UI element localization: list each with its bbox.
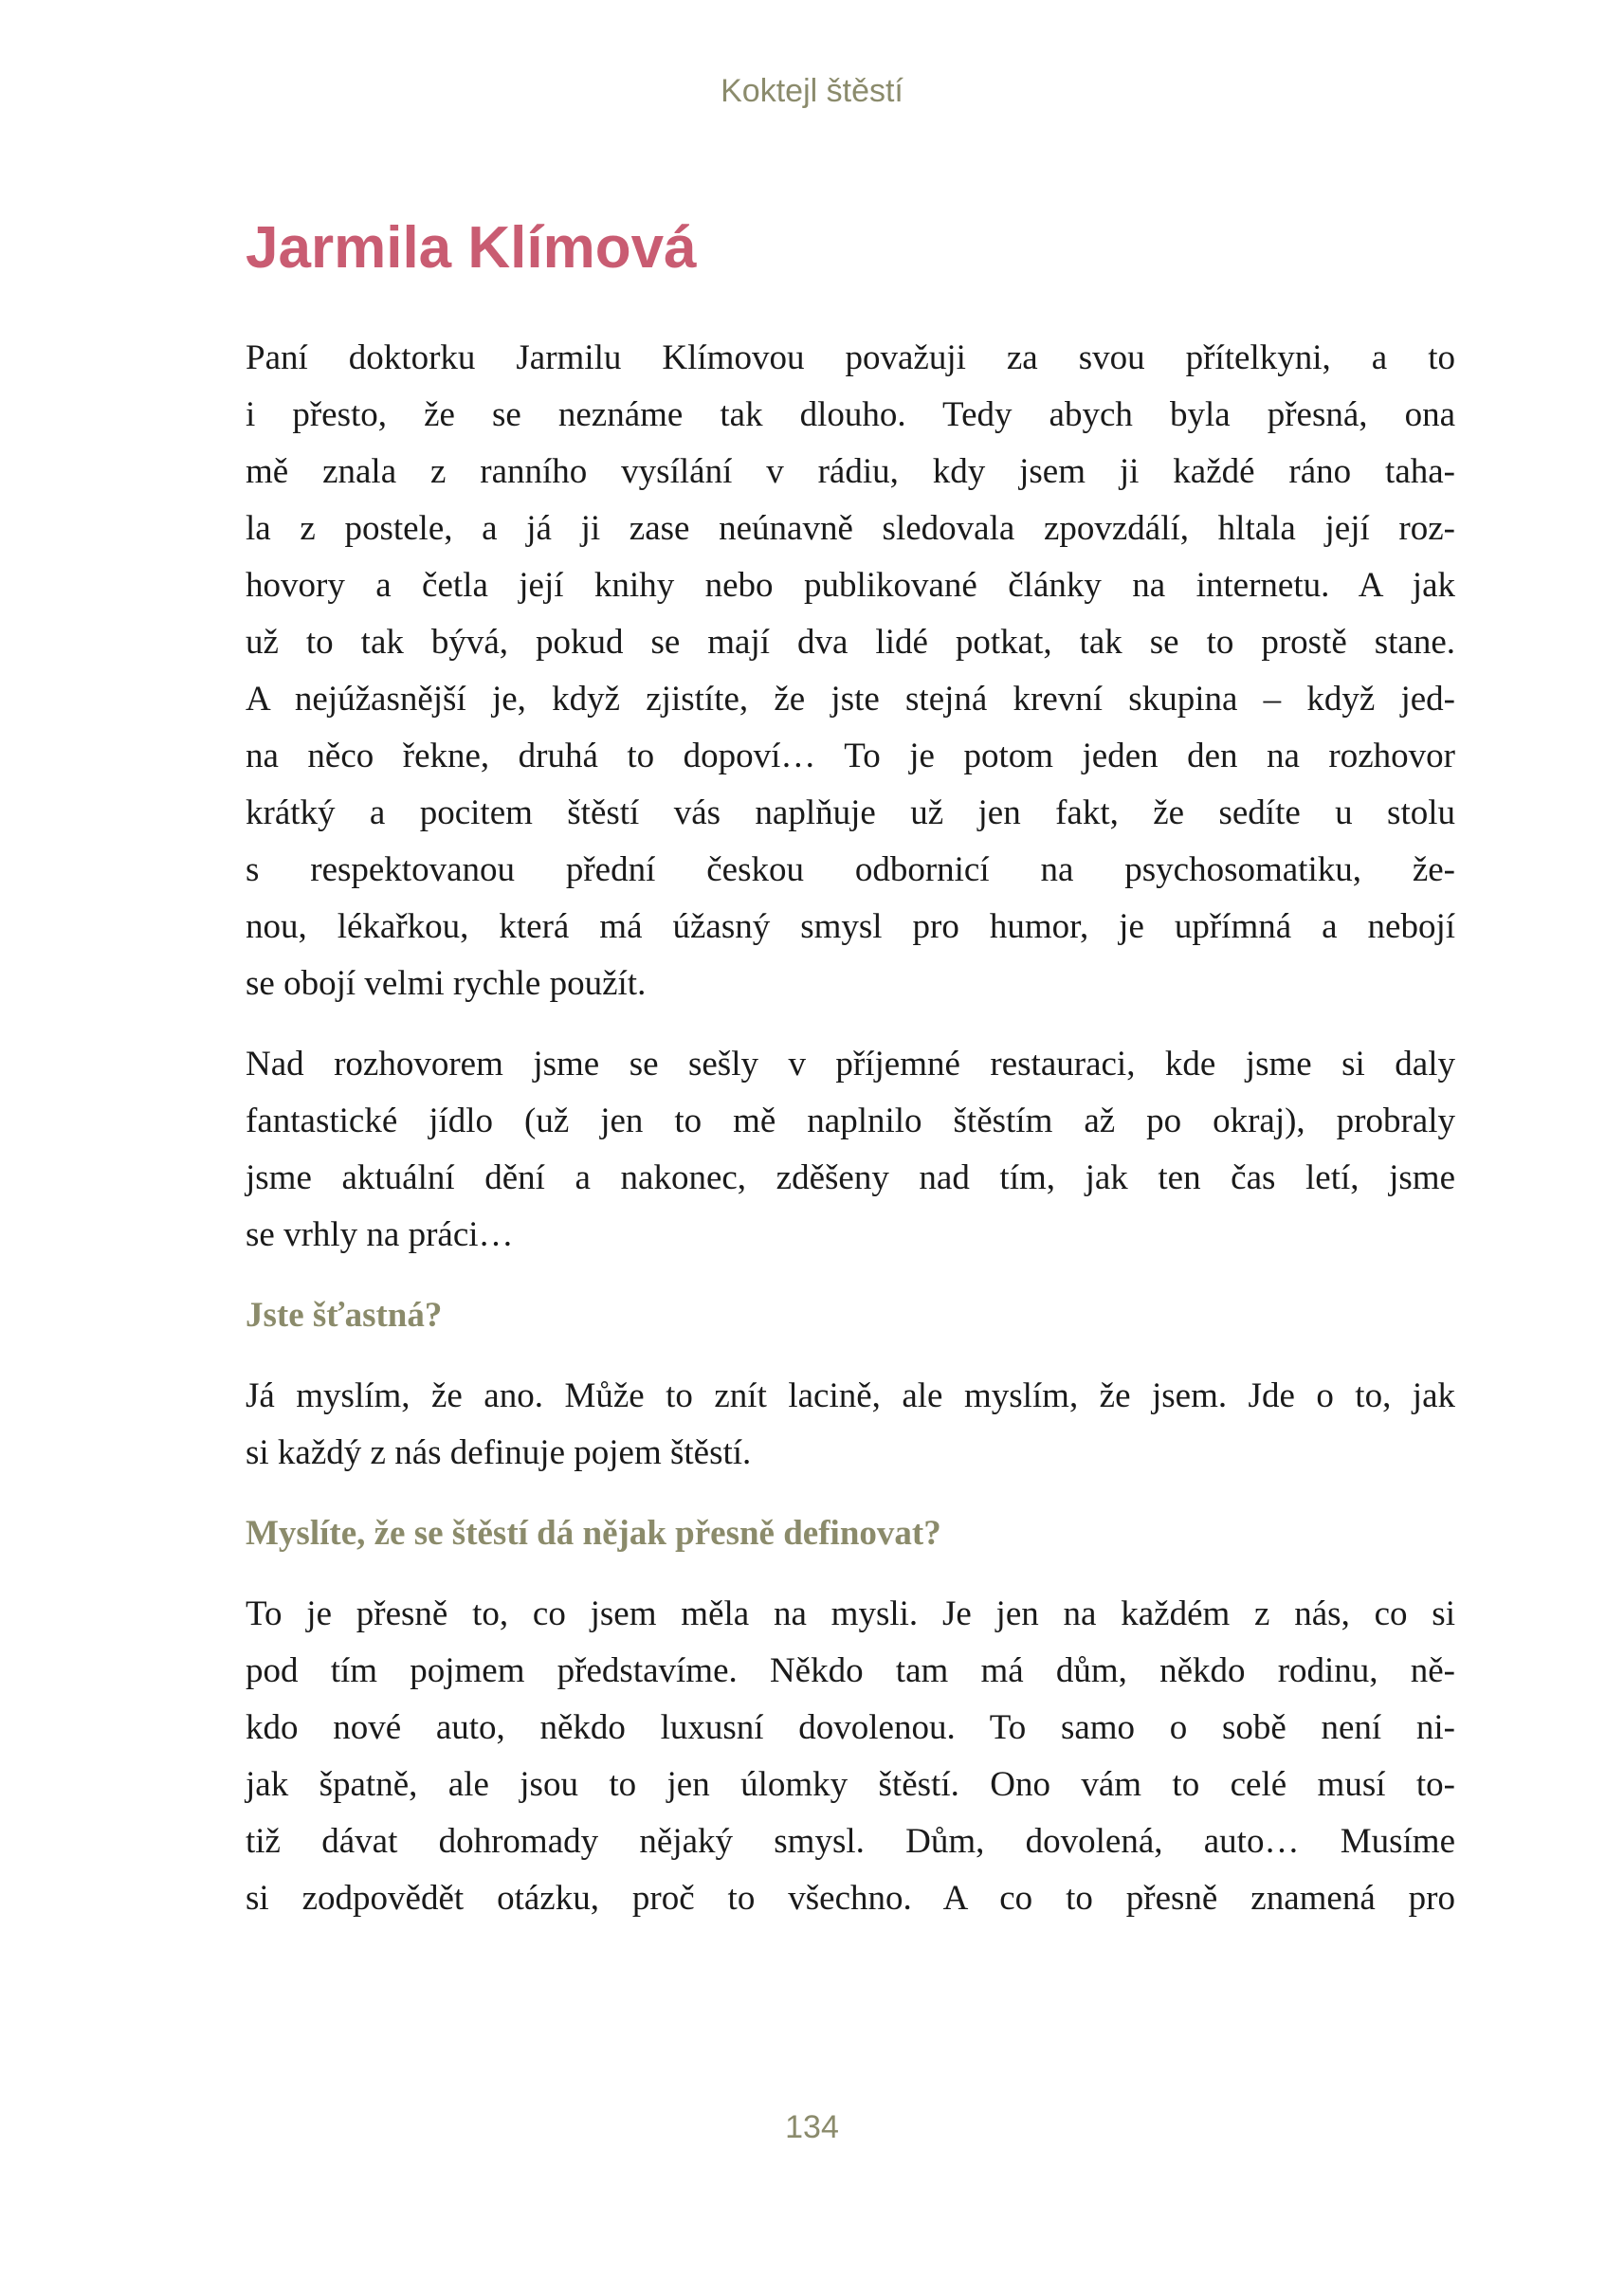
chapter-title: Jarmila Klímová [246, 215, 697, 281]
paragraph [246, 330, 1455, 1012]
text-line: už to tak bývá, pokud se mají dva lidé potkat, tak se to prostě stane. [246, 623, 1455, 662]
text-line: A nejúžasnější je, když zjistíte, že jste stejná krevní skupina – když jed- [246, 680, 1455, 719]
text-line: tiž dávat dohromady nějaký smysl. Dům, dovolená, auto… Musíme [246, 1822, 1455, 1861]
text-line: si každý z nás definuje pojem štěstí. [246, 1433, 752, 1472]
text-line: pod tím pojmem představíme. Někdo tam má dům, někdo rodinu, ně- [246, 1651, 1455, 1690]
text-line: krátký a pocitem štěstí vás naplňuje už jen fakt, že sedíte u stolu [246, 793, 1455, 832]
paragraph [246, 1586, 1455, 1927]
text-line: jsme aktuální dění a nakonec, zděšeny nad tím, jak ten čas letí, jsme [246, 1158, 1455, 1197]
interview-question: Myslíte, že se štěstí dá nějak přesně definovat? [246, 1514, 941, 1553]
text-line: na něco řekne, druhá to dopoví… To je potom jeden den na rozhovor [246, 737, 1455, 775]
page-number: 134 [785, 2109, 839, 2145]
text-line: mě znala z ranního vysílání v rádiu, kdy jsem ji každé ráno taha- [246, 452, 1455, 491]
text-line: Nad rozhovorem jsme se sešly v příjemné restauraci, kde jsme si daly [246, 1045, 1455, 1084]
text-line: jak špatně, ale jsou to jen úlomky štěstí. Ono vám to celé musí to- [246, 1765, 1455, 1804]
text-line: fantastické jídlo (už jen to mě naplnilo štěstím až po okraj), probraly [246, 1102, 1455, 1140]
text-line: Paní doktorku Jarmilu Klímovou považuji za svou přítelkyni, a to [246, 338, 1455, 377]
text-line: Já myslím, že ano. Může to znít lacině, ale myslím, že jsem. Jde o to, jak [246, 1376, 1455, 1415]
text-line: s respektovanou přední českou odbornicí na psychosomatiku, že- [246, 850, 1455, 889]
text-line: To je přesně to, co jsem měla na mysli. Je jen na každém z nás, co si [246, 1594, 1455, 1633]
running-header: Koktejl štěstí [721, 73, 903, 109]
text-line: i přesto, že se neznáme tak dlouho. Tedy abych byla přesná, ona [246, 395, 1455, 434]
text-line: se vrhly na práci… [246, 1215, 514, 1254]
text-line: la z postele, a já ji zase neúnavně sledovala zpovzdálí, hltala její roz- [246, 509, 1455, 548]
article-body [246, 330, 1455, 1951]
text-line: nou, lékařkou, která má úžasný smysl pro humor, je upřímná a nebojí [246, 907, 1455, 946]
interview-question: Jste šťastná? [246, 1296, 443, 1335]
paragraph [246, 1368, 1455, 1482]
text-line: kdo nové auto, někdo luxusní dovolenou. To samo o sobě není ni- [246, 1708, 1455, 1747]
paragraph [246, 1036, 1455, 1264]
text-line: se obojí velmi rychle použít. [246, 964, 647, 1003]
text-line: hovory a četla její knihy nebo publikované články na internetu. A jak [246, 566, 1455, 605]
text-line: si zodpovědět otázku, proč to všechno. A co to přesně znamená pro [246, 1879, 1455, 1918]
